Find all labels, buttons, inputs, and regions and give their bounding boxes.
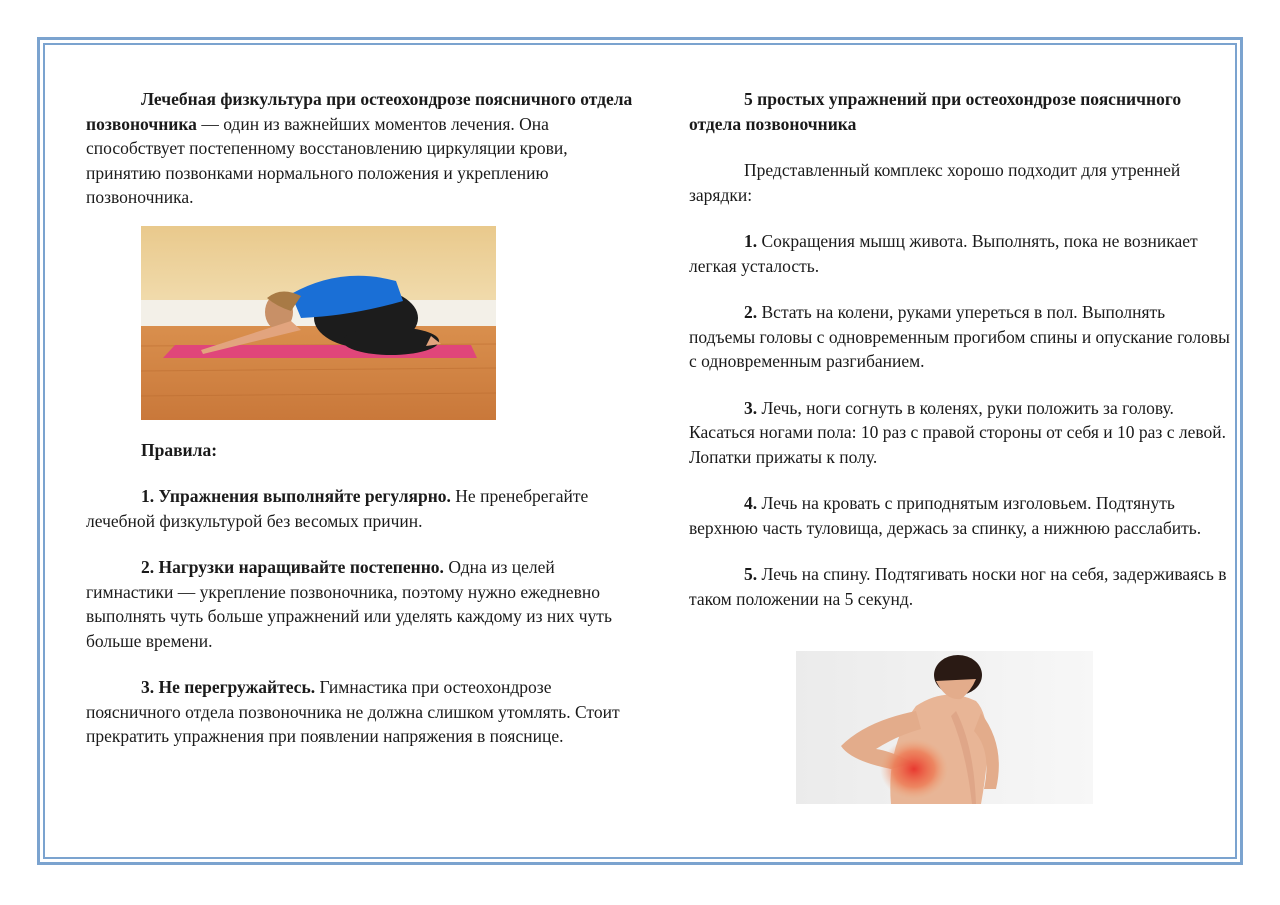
exercise-5: 5. Лечь на спину. Подтягивать носки ног на себя, задерживаясь в таком положении на 5 секунд. [689, 564, 1227, 609]
exercise-4: 4. Лечь на кровать с приподнятым изголовьем. Подтянуть верхнюю часть туловища, держась за спинку, а нижнюю расслабить. [689, 493, 1202, 538]
exercise-1: 1. Сокращения мышц живота. Выполнять, пока не возникает легкая усталость. [689, 231, 1198, 276]
rules-heading: Правила: [141, 439, 218, 460]
back-pain-photo [796, 651, 1093, 804]
intro-bold: Лечебная физкультура при остеохондрозе поясничного отдела позвоночника [86, 89, 633, 134]
exercises-intro: Представленный комплекс хорошо подходит для утренней зарядки: [689, 160, 1181, 205]
rule-1: 1. Упражнения выполняйте регулярно. Не пренебрегайте лечебной физкультурой без весомых причин. [86, 486, 589, 531]
rule-2: 2. Нагрузки наращивайте постепенно. Одна из целей гимнастики — укрепление позвоночника, поэтому нужно ежедневно выполнять чуть больше упражнений или уделять каждому из них чуть больше времени. [86, 557, 612, 651]
intro-paragraph [86, 87, 646, 210]
exercise-2: 2. Встать на колени, руками упереться в пол. Выполнять подъемы головы с одновременным прогибом спины и опускание головы с одновременным разгибанием. [689, 302, 1230, 371]
exercise-3: 3. Лечь, ноги согнуть в коленях, руки положить за голову. Касаться ногами пола: 10 раз с правой стороны от себя и 10 раз с левой. Лопатки прижаты к полу. [689, 397, 1226, 467]
right-column [689, 87, 1234, 611]
intro-text: — один из важнейших моментов лечения. Она способствует постепенному восстановлению циркуляции крови, принятию позвонками нормального положения и укреплению позвоночника. [86, 113, 568, 207]
yoga-pose-photo [141, 226, 496, 420]
rule-3: 3. Не перегружайтесь. Гимнастика при остеохондрозе поясничного отдела позвоночника не должна слишком утомлять. Стоит прекратить упражнения при появлении напряжения в пояснице. [86, 677, 620, 746]
exercises-heading: 5 простых упражнений при остеохондрозе поясничного отдела позвоночника [689, 89, 1182, 134]
